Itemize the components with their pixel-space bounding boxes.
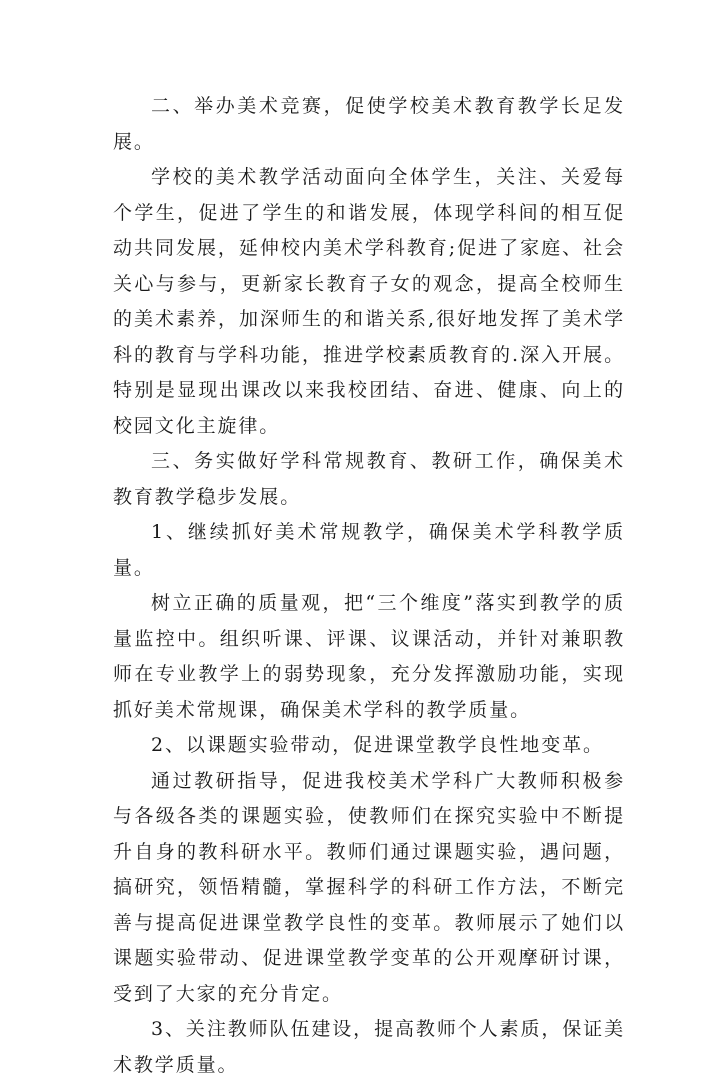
heading-routine-teaching: 三、务实做好学科常规教育、教研工作，确保美术教育教学稳步发展。 [113,450,625,508]
subheading-teacher-team: 3、关注教师队伍建设，提高教师个人素质，保证美术教学质量。 [113,1018,625,1076]
heading-art-competition: 二、举办美术竞赛，促使学校美术教育教学长足发展。 [113,95,625,153]
paragraph-quality-view: 树立正确的质量观，把“三个维度”落实到教学的质量监控中。组织听课、评课、议课活动，并针对兼职教师在专业教学上的弱势现象，充分发挥激励功能，实现抓好美术常规课，确保美术学科的教学质量。 [113,592,625,721]
paragraph-art-activities: 学校的美术教学活动面向全体学生，关注、关爱每个学生，促进了学生的和谐发展，体现学科间的相互促动共同发展，延伸校内美术学科教育;促进了家庭、社会关心与参与，更新家长教育子女的观念，提高全校师生的美术素养，加深师生的和谐关系,很好地发挥了美术学科的教育与学科功能，推进学校素质教育的.深入开展。特别是显现出课改以来我校团结、奋进、健康、向上的校园文化主旋律。 [113,166,625,437]
subheading-routine-quality: 1、继续抓好美术常规教学，确保美术学科教学质量。 [113,521,625,579]
paragraph-research-guidance: 通过教研指导，促进我校美术学科广大教师积极参与各级各类的课题实验，使教师们在探究实验中不断提升自身的教科研水平。教师们通过课题实验，遇问题，搞研究，领悟精髓，掌握科学的科研工作方法，不断完善与提高促进课堂教学良性的变革。教师展示了她们以课题实验带动、促进课堂教学变革的公开观摩研讨课，受到了大家的充分肯定。 [113,769,625,1005]
subheading-research-projects: 2、以课题实验带动，促进课堂教学良性地变革。 [151,734,604,756]
document-body [113,89,625,1083]
